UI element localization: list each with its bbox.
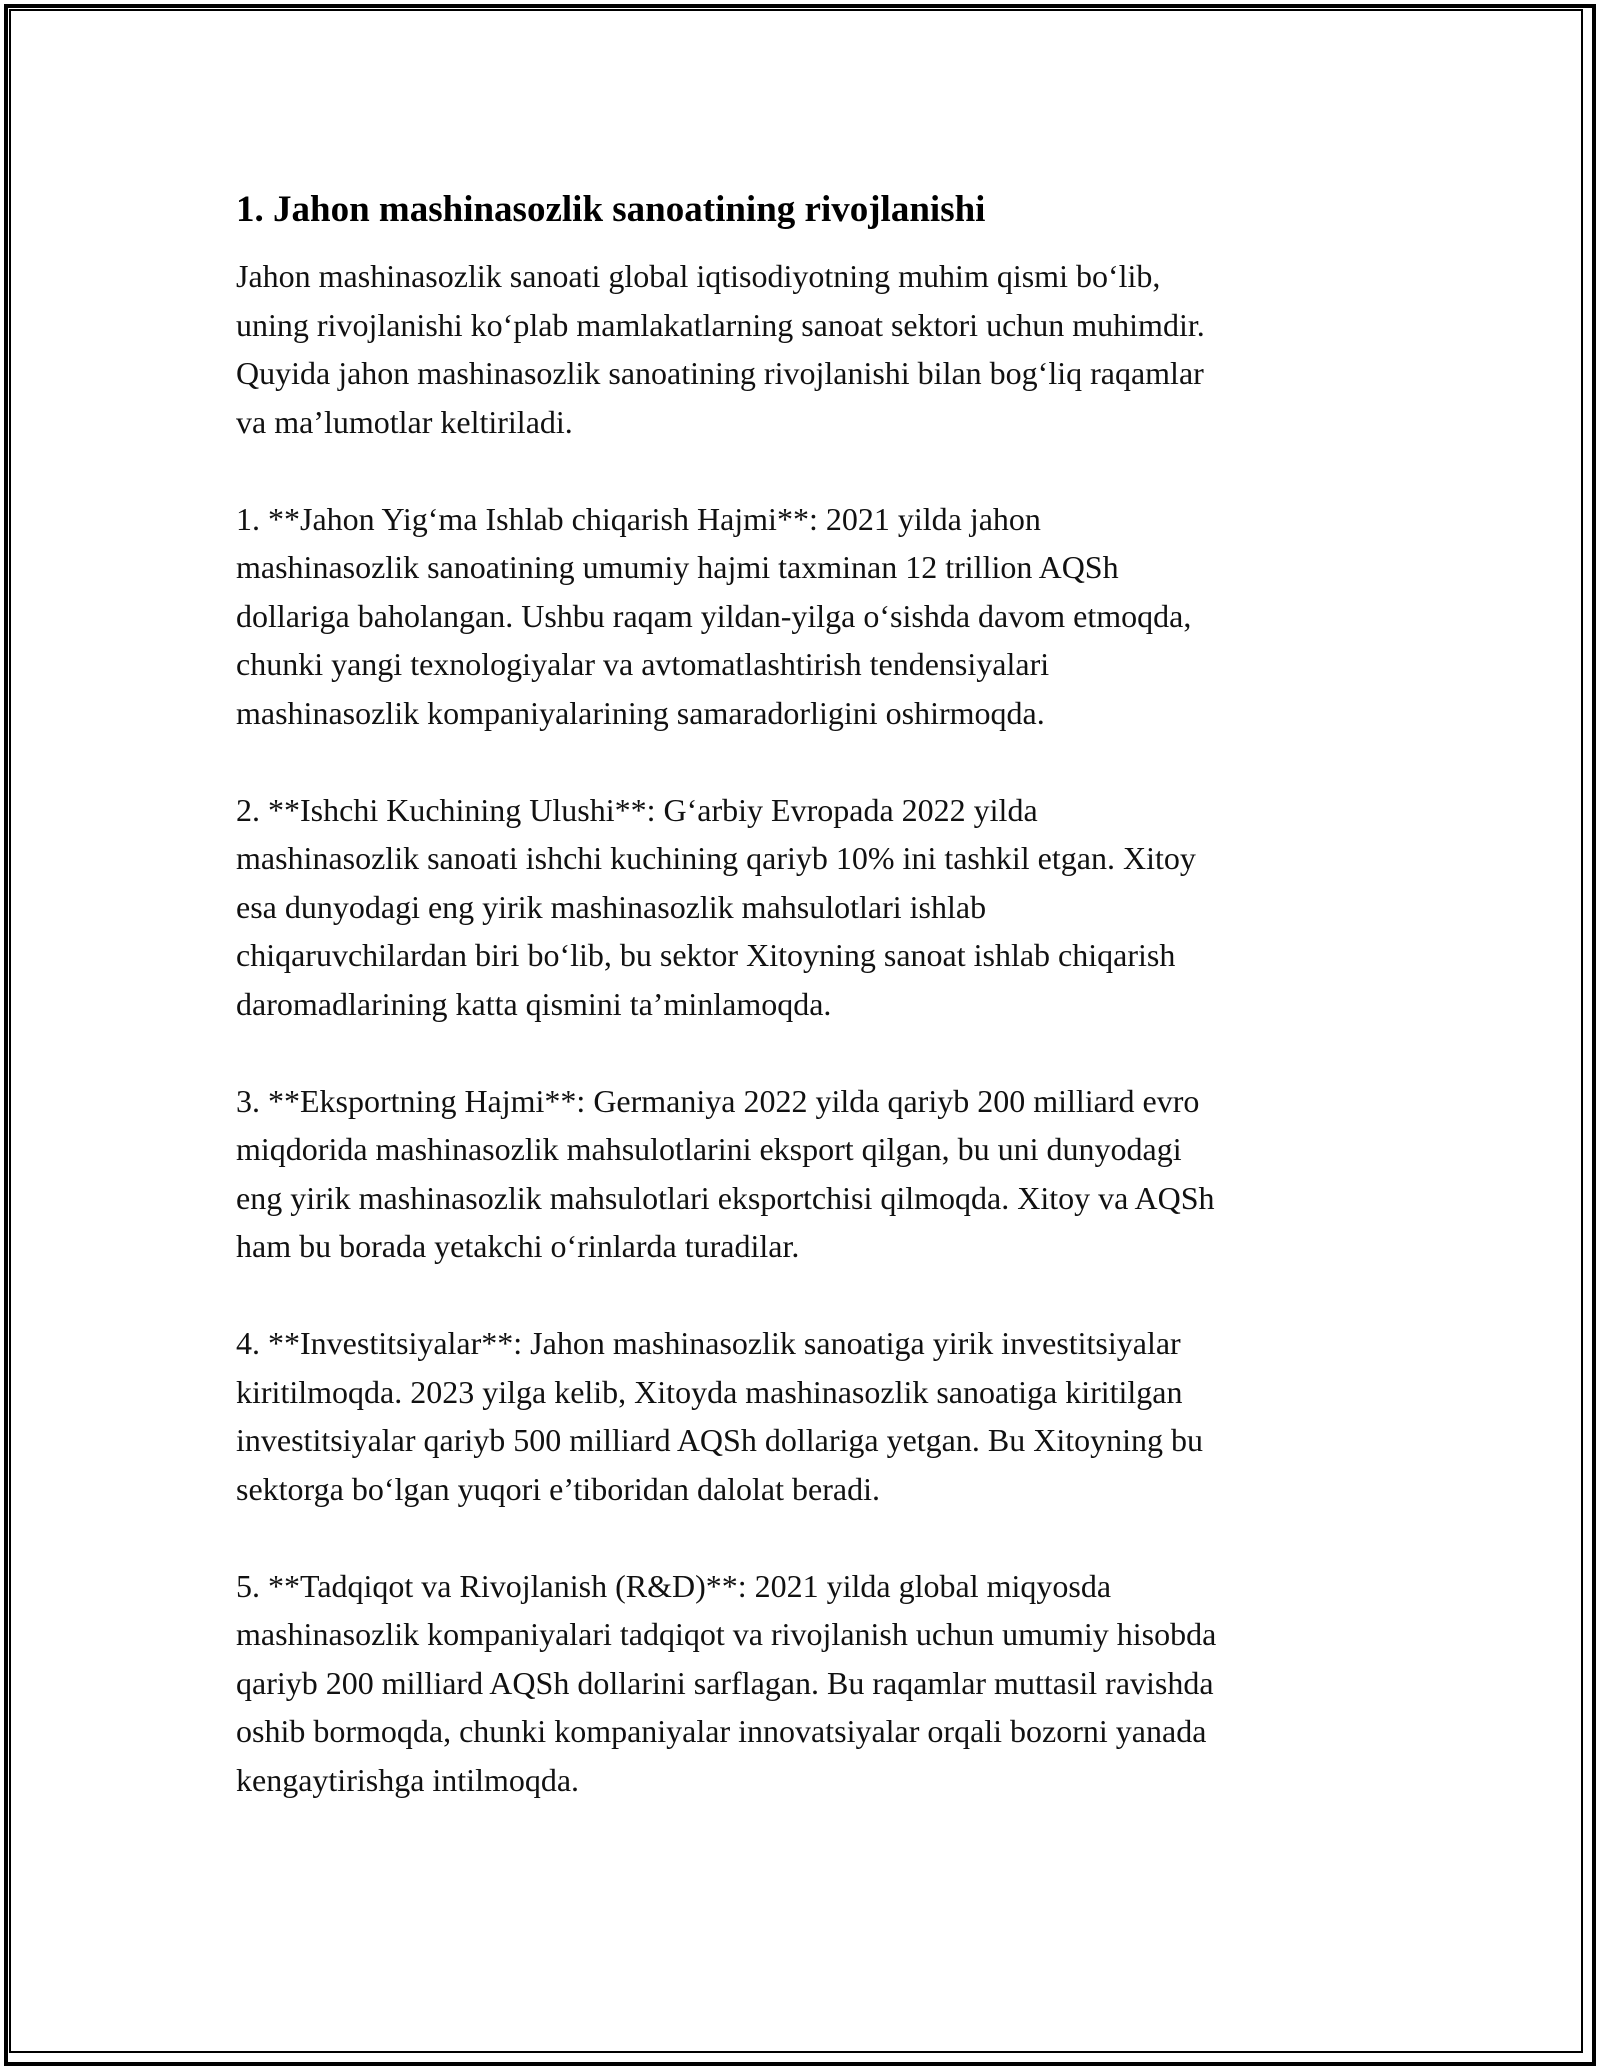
list-item-line: chunki yangi texnologiyalar va avtomatlashtirish tendensiyalari [236,646,1050,682]
list-item-export-volume [236,1077,1376,1271]
list-item-line: kengaytirishga intilmoqda. [236,1761,580,1798]
list-item-line: mashinasozlik sanoati ishchi kuchining qariyb 10% ini tashkil etgan. Xitoy [236,840,1196,876]
list-item-line: mashinasozlik kompaniyalari tadqiqot va rivojlanish uchun umumiy hisobda [236,1616,1217,1652]
list-item-line: sektorga bo‘lgan yuqori e’tiboridan dalolat beradi. [236,1470,880,1507]
list-item-line: investitsiyalar qariyb 500 milliard AQSh dollariga yetgan. Bu Xitoyning bu [236,1422,1203,1458]
list-item-line: 1. **Jahon Yig‘ma Ishlab chiqarish Hajmi**: 2021 yilda jahon [236,500,1041,537]
list-item-line: chiqaruvchilardan biri bo‘lib, bu sektor Xitoyning sanoat ishlab chiqarish [236,937,1176,973]
intro-line: Quyida jahon mashinasozlik sanoatining rivojlanishi bilan bog‘liq raqamlar [236,355,1204,391]
document-body [236,186,1376,1853]
list-item-line: 2. **Ishchi Kuchining Ulushi**: G‘arbiy Evropada 2022 yilda [236,791,1038,828]
list-item-line: ham bu borada yetakchi o‘rinlarda turadilar. [236,1228,800,1264]
list-item-research-development [236,1562,1376,1805]
list-item-line: qariyb 200 milliard AQSh dollarini sarflagan. Bu raqamlar muttasil ravishda [236,1664,1214,1701]
intro-line: uning rivojlanishi ko‘plab mamlakatlarning sanoat sektori uchun muhimdir. [236,306,1205,343]
list-item-line: esa dunyodagi eng yirik mashinasozlik mahsulotlari ishlab [236,888,987,925]
list-item-line: 3. **Eksportning Hajmi**: Germaniya 2022 yilda qariyb 200 milliard evro [236,1082,1200,1119]
list-item-line: oshib bormoqda, chunki kompaniyalar innovatsiyalar orqali bozorni yanada [236,1713,1207,1749]
list-item-line: 4. **Investitsiyalar**: Jahon mashinasozlik sanoatiga yirik investitsiyalar [236,1325,1181,1361]
list-item-line: dollariga baholangan. Ushbu raqam yildan-yilga o‘sishda davom etmoqda, [236,597,1192,634]
list-item-investments [236,1319,1376,1513]
list-item-workforce-share [236,786,1376,1029]
list-item-line: miqdorida mashinasozlik mahsulotlarini eksport qilgan, bu uni dunyodagi [236,1131,1182,1167]
list-item-line: kiritilmoqda. 2023 yilga kelib, Xitoyda mashinasozlik sanoatiga kiritilgan [236,1373,1183,1410]
intro-line: va ma’lumotlar keltiriladi. [236,403,573,440]
list-item-production-volume [236,495,1376,738]
list-item-line: daromadlarining katta qismini ta’minlamoqda. [236,985,832,1022]
list-item-line: mashinasozlik kompaniyalarining samaradorligini oshirmoqda. [236,694,1045,731]
intro-line: Jahon mashinasozlik sanoati global iqtisodiyotning muhim qismi bo‘lib, [236,258,1161,294]
list-item-line: 5. **Tadqiqot va Rivojlanish (R&D)**: 2021 yilda global miqyosda [236,1567,1112,1604]
list-item-line: mashinasozlik sanoatining umumiy hajmi taxminan 12 trillion AQSh [236,549,1119,585]
intro-paragraph [236,252,1376,446]
section-title: 1. Jahon mashinasozlik sanoatining rivojlanishi [236,189,986,230]
list-item-line: eng yirik mashinasozlik mahsulotlari eksportchisi qilmoqda. Xitoy va AQSh [236,1179,1215,1216]
